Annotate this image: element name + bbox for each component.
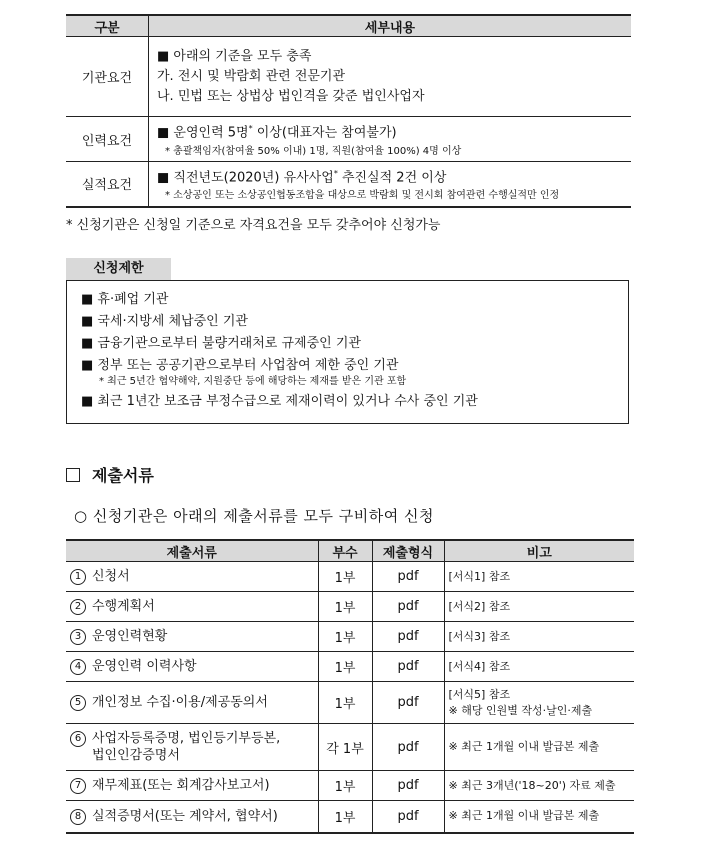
document-remark: ※ 최근 3개년('18~20') 자료 제출 [448, 778, 616, 792]
restrictions-title: 신청제한 [66, 258, 171, 280]
circled-number: 4 [70, 659, 86, 675]
section-title: 제출서류 [92, 466, 154, 485]
table-row [66, 622, 634, 652]
restriction-item: ■ 국세·지방세 체납중인 기관 [81, 314, 248, 329]
detail-cell [149, 117, 632, 162]
document-count: 1부 [318, 592, 372, 622]
document-format: pdf [372, 562, 444, 592]
header-format: 제출형식 [372, 540, 444, 562]
document-count: 1부 [318, 771, 372, 801]
table-row [66, 562, 634, 592]
circled-number: 7 [70, 778, 86, 794]
circled-number: 3 [70, 629, 86, 645]
qualification-table [66, 14, 631, 208]
restriction-item: ■ 금융기관으로부터 불량거래처로 규제중인 기관 [81, 336, 361, 351]
document-count: 1부 [318, 562, 372, 592]
restriction-note: * 최근 5년간 협약해약, 지원중단 등에 해당하는 제재를 받은 기관 포함 [99, 376, 407, 387]
eligibility-footnote: * 신청기관은 신청일 기준으로 자격요건을 모두 갖추어야 신청가능 [66, 218, 441, 233]
detail-line: ■ 아래의 기준을 모두 충족 [157, 48, 312, 64]
checkbox-square-icon [66, 468, 80, 482]
detail-line [157, 119, 631, 143]
document-name-cell [66, 801, 318, 833]
table-row [66, 652, 634, 682]
document-name-cell [66, 724, 318, 771]
document-format: pdf [372, 622, 444, 652]
category-label: 실적요건 [66, 162, 149, 207]
table-row [66, 771, 634, 801]
document-format: pdf [372, 801, 444, 833]
document-remark-cell [444, 622, 634, 652]
restriction-item: ■ 최근 1년간 보조금 부정수급으로 제재이력이 있거나 수사 중인 기관 [81, 394, 478, 409]
header-document: 제출서류 [66, 540, 318, 562]
circled-number: 8 [70, 809, 86, 825]
header-details: 세부내용 [149, 15, 632, 37]
restrictions-box [66, 280, 629, 424]
documents-header-row [66, 540, 634, 562]
document-count: 1부 [318, 622, 372, 652]
detail-text: 이상(대표자는 참여불가) [252, 125, 397, 141]
document-name-cell [66, 592, 318, 622]
document-name-cell [66, 771, 318, 801]
document-remark: ※ 해당 인원별 작성·날인·제출 [448, 703, 593, 717]
restriction-item: ■ 정부 또는 공공기관으로부터 사업참여 제한 중인 기관 [81, 358, 399, 373]
category-label: 기관요건 [66, 37, 149, 117]
table-row [66, 592, 634, 622]
detail-text: ■ 직전년도(2020년) 유사사업 [157, 170, 334, 186]
row-institution-requirement [66, 37, 631, 117]
document-name-cell [66, 622, 318, 652]
category-label: 인력요건 [66, 117, 149, 162]
detail-cell [149, 162, 632, 207]
circled-number: 6 [70, 731, 86, 747]
document-remark-cell [444, 562, 634, 592]
header-count: 부수 [318, 540, 372, 562]
document-name: 법인인감증명서 [92, 748, 180, 763]
table-row [66, 682, 634, 724]
header-remark: 비고 [444, 540, 634, 562]
document-remark-cell [444, 592, 634, 622]
document-remark: [서식3] 참조 [448, 629, 511, 643]
detail-text: 추진실적 2건 이상 [337, 170, 447, 186]
document-name: 운영인력 이력사항 [92, 659, 197, 674]
document-name: 재무제표(또는 회계감사보고서) [92, 778, 270, 793]
document-name-cell [66, 652, 318, 682]
document-remark: [서식5] 참조 [448, 687, 511, 701]
qualification-header-row [66, 15, 631, 37]
document-remark-cell [444, 771, 634, 801]
document-remark: [서식4] 참조 [448, 659, 511, 673]
document-count: 1부 [318, 682, 372, 724]
row-performance-requirement [66, 162, 631, 207]
row-staff-requirement [66, 117, 631, 162]
document-format: pdf [372, 682, 444, 724]
footnote-mark: * [333, 169, 338, 179]
table-row [66, 801, 634, 833]
detail-note: * 소상공인 또는 소상공인협동조합을 대상으로 박람회 및 전시회 참여관련 수행실적만 인정 [165, 190, 560, 202]
section-intro: ○ 신청기관은 아래의 제출서류를 모두 구비하여 신청 [74, 507, 434, 525]
detail-text: ■ 운영인력 5명 [157, 125, 249, 141]
footnote-mark: * [248, 124, 253, 134]
document-name-cell [66, 562, 318, 592]
document-remark-cell [444, 724, 634, 771]
document-name: 개인정보 수집·이용/제공동의서 [92, 695, 268, 710]
circled-number: 5 [70, 695, 86, 711]
document-remark: [서식1] 참조 [448, 569, 511, 583]
document-name: 수행계획서 [92, 599, 155, 614]
document-remark-cell [444, 801, 634, 833]
restriction-item: ■ 휴·폐업 기관 [81, 292, 169, 307]
document-name: 사업자등록증명, 법인등기부등본, [92, 731, 281, 746]
document-format: pdf [372, 592, 444, 622]
document-name: 신청서 [92, 569, 130, 584]
document-count: 1부 [318, 652, 372, 682]
document-remark: [서식2] 참조 [448, 599, 511, 613]
detail-line [157, 164, 631, 188]
detail-cell [149, 37, 632, 117]
detail-note: * 총괄책임자(참여율 50% 이내) 1명, 직원(참여율 100%) 4명 이상 [165, 145, 462, 157]
section-heading [66, 463, 154, 486]
documents-table [66, 539, 634, 834]
header-category: 구분 [66, 15, 149, 37]
document-format: pdf [372, 724, 444, 771]
document-name: 실적증명서(또는 계약서, 협약서) [92, 808, 278, 824]
document-format: pdf [372, 652, 444, 682]
circled-number: 1 [70, 569, 86, 585]
document-name: 운영인력현황 [92, 629, 168, 644]
document-count: 1부 [318, 801, 372, 833]
detail-line: 나. 민법 또는 상법상 법인격을 갖준 법인사업자 [157, 88, 425, 104]
document-remark: ※ 최근 1개월 이내 발급본 제출 [448, 740, 600, 753]
document-remark-cell [444, 652, 634, 682]
document-remark-cell [444, 682, 634, 724]
document-format: pdf [372, 771, 444, 801]
document-count: 각 1부 [318, 724, 372, 771]
detail-line: 가. 전시 및 박람회 관련 전문기관 [157, 68, 346, 84]
circled-number: 2 [70, 599, 86, 615]
document-remark: ※ 최근 1개월 이내 발급본 제출 [448, 809, 600, 823]
document-name-cell [66, 682, 318, 724]
table-row [66, 724, 634, 771]
